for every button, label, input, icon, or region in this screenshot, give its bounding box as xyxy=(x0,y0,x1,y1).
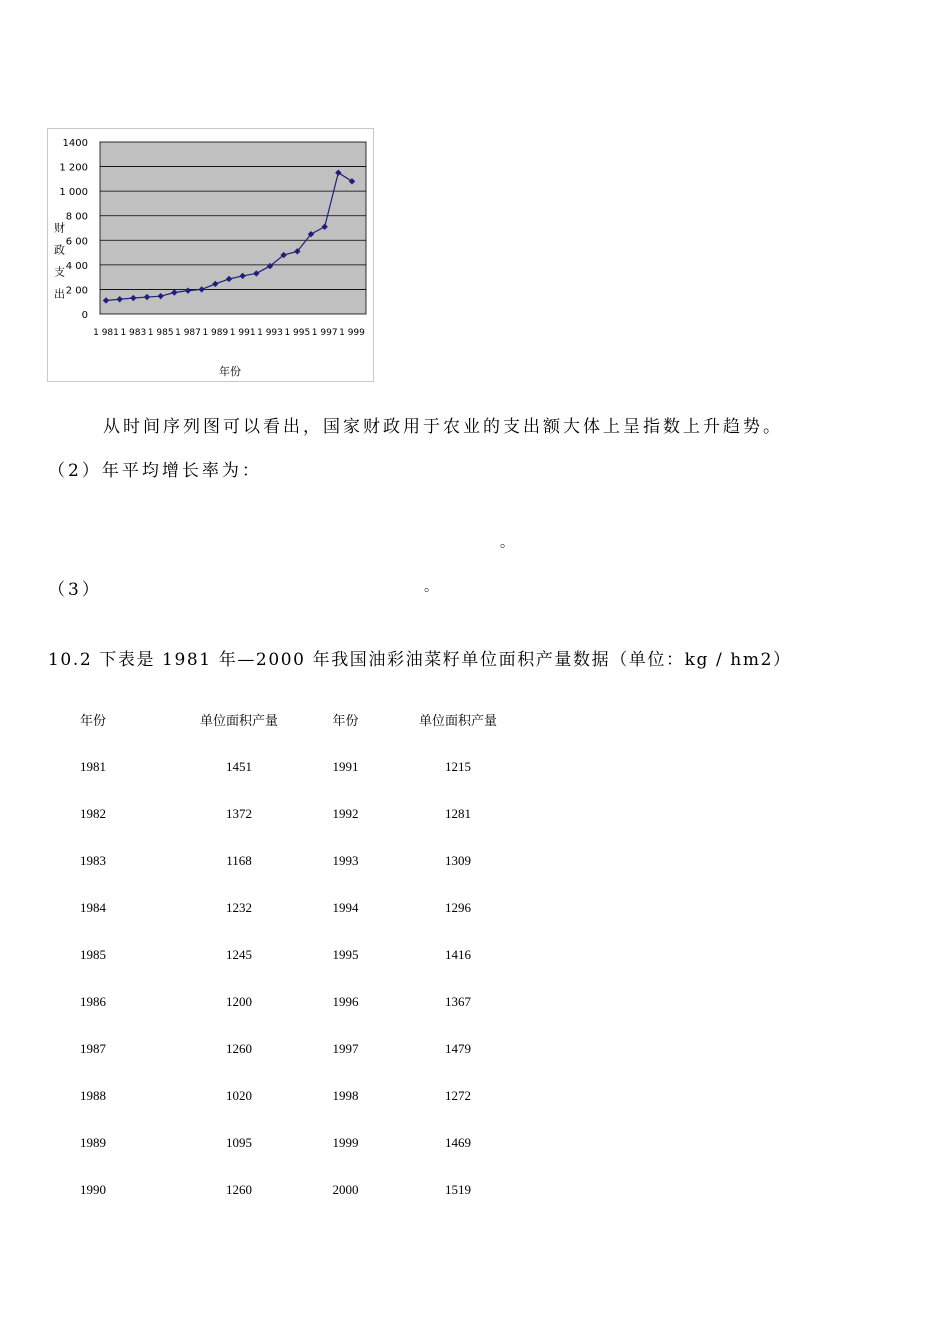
cell-yield-2: 1215 xyxy=(445,758,471,774)
cell-yield-2: 1367 xyxy=(445,993,471,1009)
x-tick-label: 1 999 xyxy=(339,328,365,338)
header-year-2: 年份 xyxy=(332,713,359,728)
cell-year-2: 1998 xyxy=(332,1087,359,1103)
expenditure-chart xyxy=(47,128,374,382)
x-tick-label: 1 985 xyxy=(147,328,174,338)
header-yield-2: 单位面积产量 xyxy=(418,713,497,728)
cell-year-2: 1993 xyxy=(332,852,359,868)
table-row xyxy=(50,743,516,790)
table-row xyxy=(50,790,516,837)
table-row xyxy=(50,978,516,1025)
table-row xyxy=(50,1025,516,1072)
cell-year-2: 1994 xyxy=(332,899,359,915)
cell-yield-1: 1260 xyxy=(226,1040,252,1056)
cell-year-2: 2000 xyxy=(332,1181,359,1197)
x-tick-label: 1 997 xyxy=(311,328,338,338)
header-year-1: 年份 xyxy=(80,713,107,728)
cell-year-1: 1989 xyxy=(80,1134,106,1150)
cell-yield-2: 1281 xyxy=(445,805,471,821)
x-axis-label: 年份 xyxy=(219,365,241,378)
cell-yield-1: 1232 xyxy=(226,899,252,915)
cell-year-1: 1981 xyxy=(80,758,106,774)
cell-yield-1: 1372 xyxy=(226,805,252,821)
y-tick-label: 2 00 xyxy=(65,285,88,297)
x-tick-label: 1 995 xyxy=(284,328,311,338)
yield-table xyxy=(50,696,516,1213)
cell-yield-2: 1519 xyxy=(445,1181,471,1197)
cell-year-2: 1991 xyxy=(332,758,359,774)
cell-yield-2: 1479 xyxy=(445,1040,471,1056)
cell-year-1: 1984 xyxy=(80,899,106,915)
x-tick-label: 1 983 xyxy=(120,328,147,338)
cell-year-2: 1995 xyxy=(332,946,359,962)
cell-year-2: 1999 xyxy=(332,1134,359,1150)
x-tick-label: 1 987 xyxy=(175,328,201,338)
cell-yield-1: 1451 xyxy=(226,758,252,774)
cell-yield-1: 1020 xyxy=(226,1087,252,1103)
period-mark-1: 。 xyxy=(500,535,514,551)
cell-yield-2: 1309 xyxy=(445,852,471,868)
paragraph-item-3: （3） xyxy=(48,580,102,600)
table-row xyxy=(50,1166,516,1213)
cell-year-1: 1985 xyxy=(80,946,106,962)
cell-year-1: 1987 xyxy=(80,1040,106,1056)
x-tick-label: 1 989 xyxy=(202,328,229,338)
table-row xyxy=(50,1072,516,1119)
y-tick-label: 1400 xyxy=(62,138,88,149)
paragraph-trend: 从时间序列图可以看出，国家财政用于农业的支出额大体上呈指数上升趋势。 xyxy=(103,417,783,437)
x-tick-label: 1 993 xyxy=(257,328,283,338)
y-tick-label: 1 200 xyxy=(59,162,88,174)
x-tick-label: 1 981 xyxy=(93,328,119,338)
cell-yield-2: 1469 xyxy=(445,1134,471,1150)
cell-yield-1: 1200 xyxy=(226,993,252,1009)
paragraph-growth-rate: （2）年平均增长率为： xyxy=(48,461,262,481)
table-row xyxy=(50,884,516,931)
cell-year-1: 1982 xyxy=(80,805,106,821)
table-body xyxy=(50,743,516,1213)
cell-year-2: 1996 xyxy=(332,993,359,1009)
cell-year-1: 1986 xyxy=(80,993,106,1009)
y-tick-label: 6 00 xyxy=(65,236,88,248)
x-tick-label: 1 991 xyxy=(229,328,256,338)
cell-yield-1: 1245 xyxy=(226,946,252,962)
table-row xyxy=(50,837,516,884)
cell-yield-2: 1272 xyxy=(445,1087,471,1103)
chart-svg xyxy=(48,129,373,381)
table-header-row xyxy=(50,696,516,743)
cell-yield-2: 1296 xyxy=(445,899,471,915)
y-axis-label: 财政支出 xyxy=(52,222,66,310)
period-mark-2: 。 xyxy=(424,579,438,595)
cell-year-1: 1990 xyxy=(80,1181,106,1197)
cell-year-2: 1992 xyxy=(332,805,359,821)
y-tick-label: 1 000 xyxy=(59,187,88,199)
cell-yield-1: 1260 xyxy=(226,1181,252,1197)
y-tick-label: 0 xyxy=(81,310,88,321)
y-tick-label: 8 00 xyxy=(65,211,88,223)
header-yield-1: 单位面积产量 xyxy=(199,713,278,728)
y-tick-label: 4 00 xyxy=(65,260,88,272)
table-row xyxy=(50,1119,516,1166)
cell-year-1: 1983 xyxy=(80,852,106,868)
table-row xyxy=(50,931,516,978)
cell-year-2: 1997 xyxy=(332,1040,359,1056)
cell-yield-1: 1168 xyxy=(226,852,252,868)
section-heading: 10.2 下表是 1981 年—2000 年我国油彩油菜籽单位面积产量数据（单位：kg / hm2） xyxy=(48,650,792,670)
cell-yield-2: 1416 xyxy=(445,946,471,962)
cell-yield-1: 1095 xyxy=(226,1134,252,1150)
cell-year-1: 1988 xyxy=(80,1087,106,1103)
